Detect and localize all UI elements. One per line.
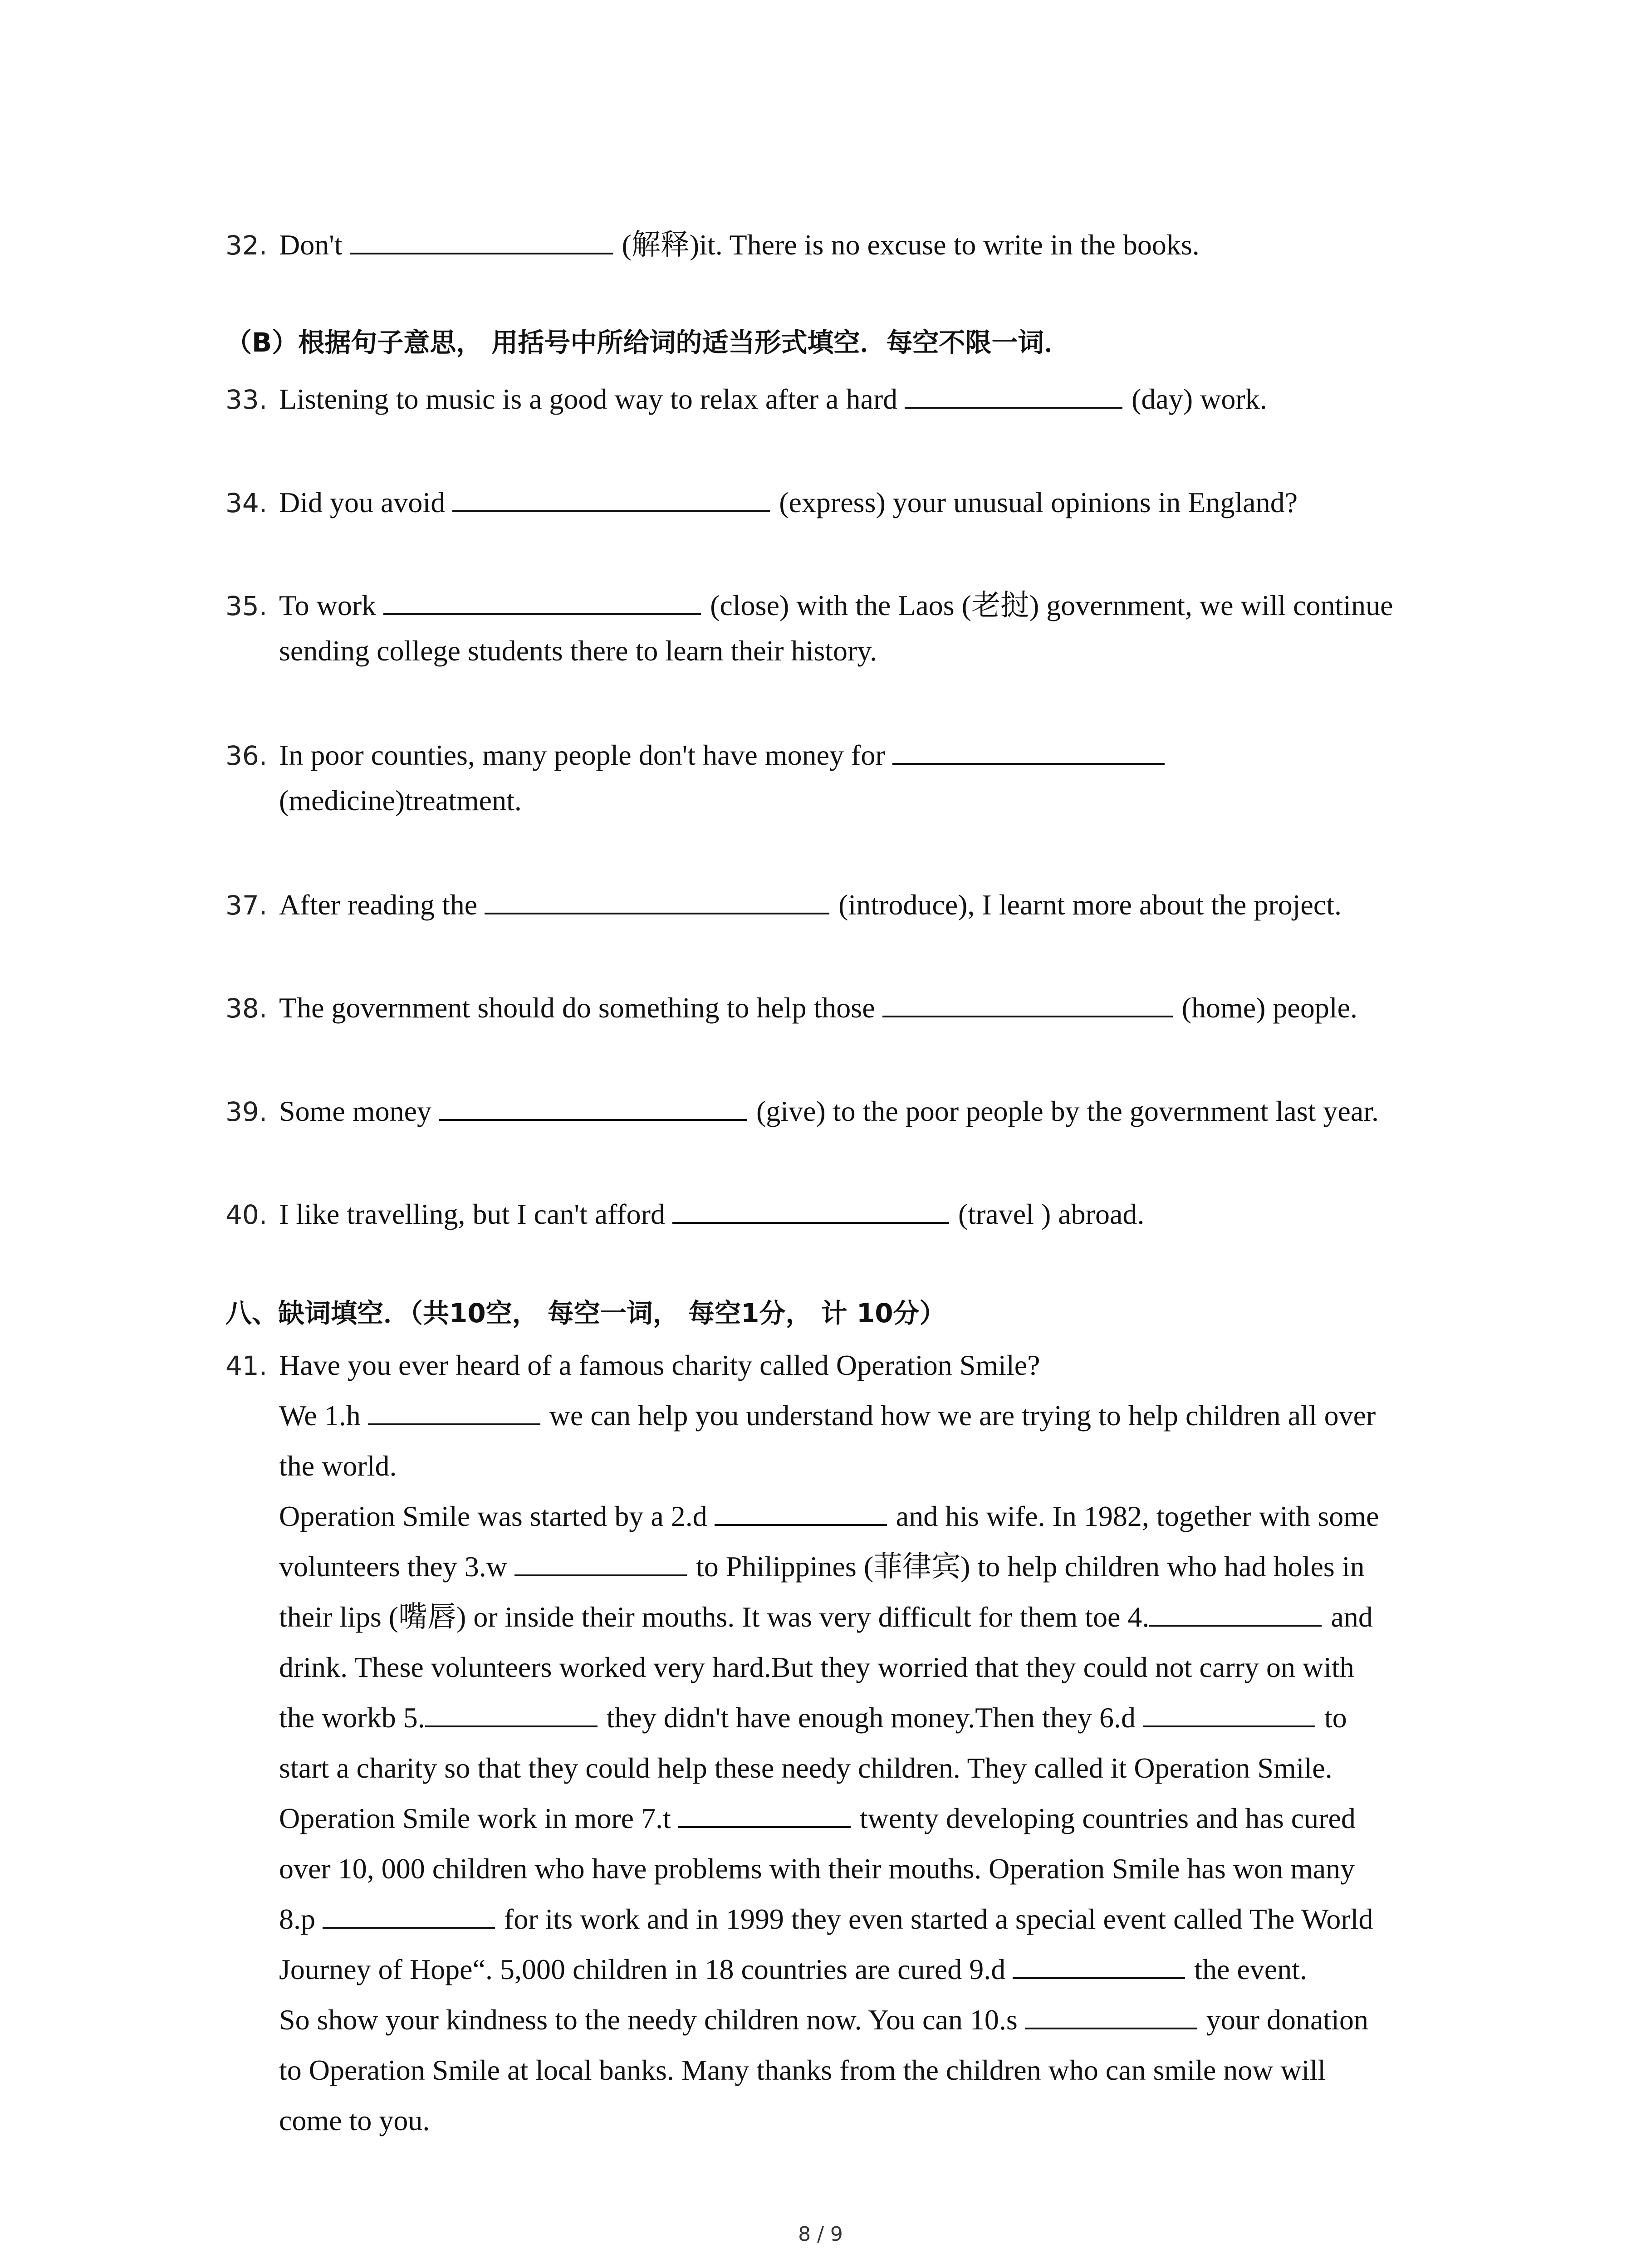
question-32 bbox=[225, 222, 1460, 268]
cloze-passage bbox=[279, 1390, 1440, 2146]
blank-6[interactable] bbox=[1143, 1696, 1315, 1727]
answer-blank[interactable] bbox=[485, 884, 829, 914]
passage-line: their lips (嘴唇) or inside their mouths. It was very difficult for them toe 4. and bbox=[279, 1592, 1440, 1642]
question-33 bbox=[225, 376, 1460, 422]
section-8-heading: 八、缺词填空．（共10空， 每空一词， 每空1分， 计 10分） bbox=[225, 1298, 946, 1329]
blank-2[interactable] bbox=[715, 1495, 887, 1526]
passage-line: 8.p for its work and in 1999 they even started a special event called The World bbox=[279, 1894, 1440, 1944]
passage-line: the workb 5. they didn't have enough money.Then they 6.d to bbox=[279, 1692, 1440, 1743]
answer-blank[interactable] bbox=[672, 1193, 949, 1224]
passage-line: drink. These volunteers worked very hard.But they worried that they could not carry on with bbox=[279, 1651, 1354, 1683]
question-text: Some money bbox=[279, 1095, 431, 1127]
answer-blank[interactable] bbox=[892, 734, 1165, 765]
question-text: (home) people. bbox=[1181, 992, 1357, 1024]
answer-blank[interactable] bbox=[439, 1090, 747, 1121]
blank-10[interactable] bbox=[1025, 1999, 1197, 2029]
blank-4[interactable] bbox=[1149, 1596, 1322, 1627]
question-37 bbox=[225, 882, 1460, 928]
question-text: (close) with the Laos (老挝) government, we will continue bbox=[710, 589, 1393, 621]
question-text: I like travelling, but I can't afford bbox=[279, 1198, 665, 1230]
question-number: 40. bbox=[225, 1199, 268, 1230]
blank-8[interactable] bbox=[323, 1898, 495, 1929]
question-text: In poor counties, many people don't have money for bbox=[279, 739, 885, 771]
passage-line: volunteers they 3.w to Philippines (菲律宾) to help children who had holes in bbox=[279, 1541, 1440, 1592]
question-text: Listening to music is a good way to relax after a hard bbox=[279, 383, 898, 415]
passage-line: So show your kindness to the needy children now. You can 10.s your donation bbox=[279, 1994, 1440, 2045]
passage-line: start a charity so that they could help these needy children. They called it Operation Smile. bbox=[279, 1752, 1332, 1784]
question-number: 37. bbox=[225, 890, 268, 921]
passage-line: come to you. bbox=[279, 2104, 430, 2136]
question-text: Did you avoid bbox=[279, 486, 446, 518]
blank-5[interactable] bbox=[425, 1696, 598, 1727]
question-35-continuation: sending college students there to learn their history. bbox=[279, 635, 877, 667]
question-text: (introduce), I learnt more about the project. bbox=[838, 889, 1342, 921]
question-text: (day) work. bbox=[1132, 383, 1267, 415]
answer-blank[interactable] bbox=[350, 224, 613, 254]
answer-blank[interactable] bbox=[905, 378, 1122, 409]
question-35 bbox=[225, 583, 1460, 629]
question-38 bbox=[225, 985, 1460, 1031]
answer-blank[interactable] bbox=[882, 987, 1173, 1017]
blank-7[interactable] bbox=[678, 1797, 851, 1828]
answer-blank[interactable] bbox=[452, 481, 770, 512]
question-34 bbox=[225, 480, 1460, 526]
question-text: (travel ) abroad. bbox=[958, 1198, 1145, 1230]
answer-blank[interactable] bbox=[383, 584, 701, 615]
question-text: Don't bbox=[279, 229, 343, 261]
passage-line: Journey of Hope“. 5,000 children in 18 countries are cured 9.d the event. bbox=[279, 1944, 1440, 1994]
passage-line: Operation Smile work in more 7.t twenty developing countries and has cured bbox=[279, 1793, 1440, 1843]
question-number: 32. bbox=[225, 230, 268, 261]
question-40 bbox=[225, 1192, 1460, 1237]
question-number: 41. bbox=[225, 1350, 268, 1381]
passage-line: We 1.h we can help you understand how we are trying to help children all over bbox=[279, 1390, 1440, 1441]
passage-line: Operation Smile was started by a 2.d and his wife. In 1982, together with some bbox=[279, 1491, 1440, 1541]
question-39 bbox=[225, 1089, 1460, 1134]
blank-1[interactable] bbox=[368, 1394, 540, 1425]
passage-line: to Operation Smile at local banks. Many thanks from the children who can smile now will bbox=[279, 2054, 1326, 2086]
question-36-continuation: (medicine)treatment. bbox=[279, 784, 522, 816]
question-number: 39. bbox=[225, 1096, 268, 1127]
question-text: (express) your unusual opinions in England? bbox=[779, 486, 1298, 518]
question-number: 34. bbox=[225, 488, 268, 518]
question-text: After reading the bbox=[279, 889, 478, 921]
question-text: (解释)it. There is no excuse to write in the books. bbox=[622, 229, 1200, 261]
question-text: To work bbox=[279, 589, 377, 621]
question-text: The government should do something to help those bbox=[279, 992, 875, 1024]
question-text: (give) to the poor people by the government last year. bbox=[756, 1095, 1379, 1127]
question-text: Have you ever heard of a famous charity called Operation Smile? bbox=[279, 1349, 1040, 1381]
passage-line: the world. bbox=[279, 1450, 397, 1482]
question-41 bbox=[225, 1343, 1460, 1388]
question-36 bbox=[225, 733, 1460, 778]
question-number: 33. bbox=[225, 384, 268, 415]
blank-3[interactable] bbox=[514, 1545, 687, 1576]
passage-line: over 10, 000 children who have problems with their mouths. Operation Smile has won many bbox=[279, 1853, 1355, 1885]
blank-9[interactable] bbox=[1013, 1948, 1185, 1979]
section-b-heading: （B）根据句子意思， 用括号中所给词的适当形式填空．每空不限一词． bbox=[225, 327, 1071, 358]
question-number: 35. bbox=[225, 591, 268, 621]
question-number: 36. bbox=[225, 740, 268, 771]
question-number: 38. bbox=[225, 993, 268, 1024]
page-number: 8 / 9 bbox=[798, 2223, 843, 2246]
